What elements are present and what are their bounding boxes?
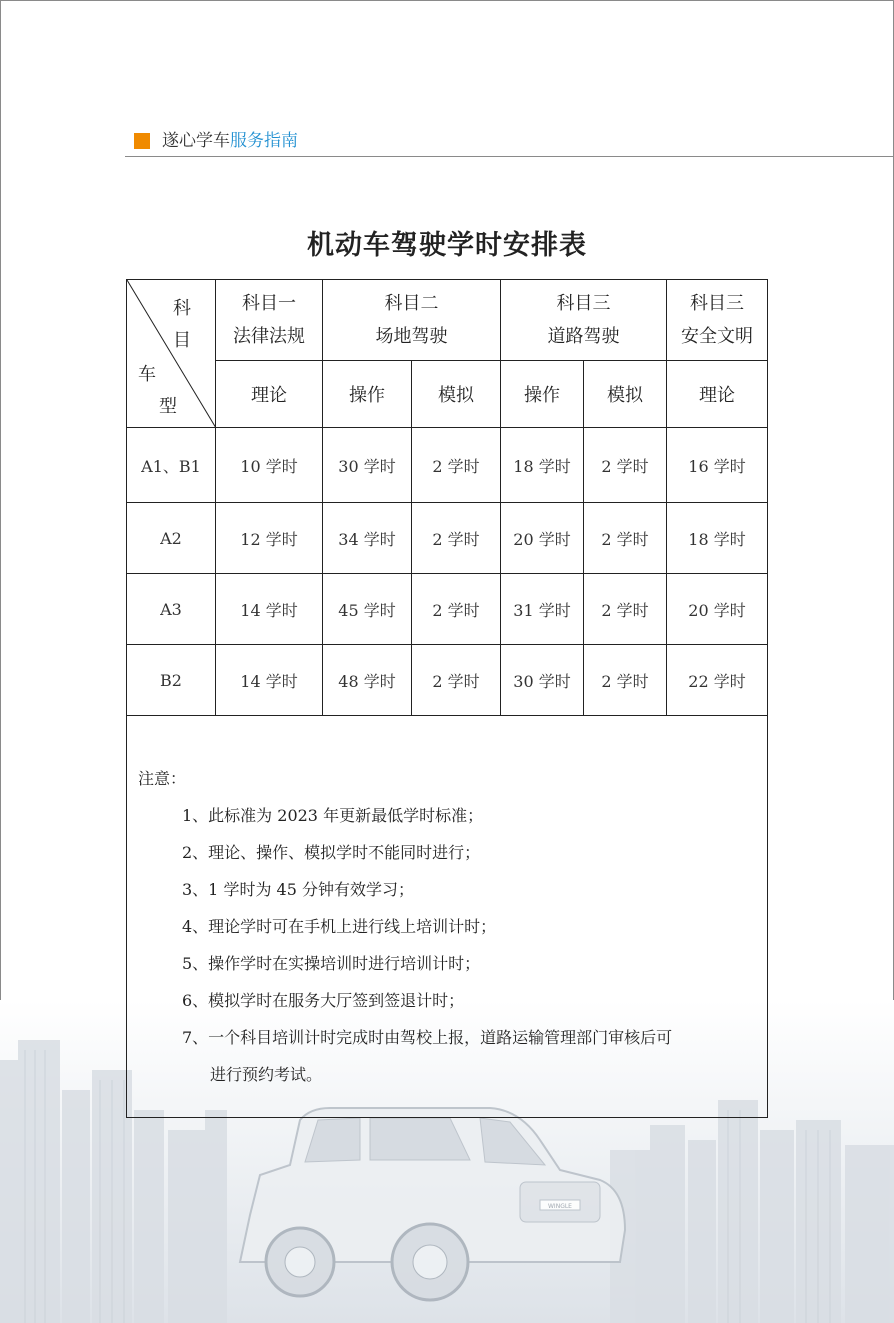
note-item: 5、操作学时在实操培训时进行培训计时； bbox=[182, 954, 481, 973]
table-row bbox=[127, 428, 768, 503]
hours-cell: 14 学时 bbox=[216, 574, 323, 645]
notes-cell bbox=[127, 716, 768, 1118]
subject-4-desc: 安全文明 bbox=[681, 326, 753, 347]
vehicle-type: A2 bbox=[127, 503, 216, 574]
subject-3-name: 科目三 bbox=[556, 293, 611, 314]
hours-cell: 18 学时 bbox=[501, 428, 584, 503]
sub-header: 模拟 bbox=[584, 361, 667, 428]
subject-header-1 bbox=[216, 280, 323, 361]
schedule-table bbox=[126, 279, 768, 1118]
header-brand-blue: 服务指南 bbox=[230, 131, 298, 151]
sub-header: 模拟 bbox=[412, 361, 501, 428]
sub-header: 理论 bbox=[216, 361, 323, 428]
hours-cell: 45 学时 bbox=[323, 574, 412, 645]
subject-4-name: 科目三 bbox=[690, 293, 744, 314]
subject-header-4 bbox=[667, 280, 768, 361]
corner-top-char-1: 科 bbox=[173, 298, 191, 319]
hours-cell: 10 学时 bbox=[216, 428, 323, 503]
hours-cell: 2 学时 bbox=[584, 428, 667, 503]
vehicle-type: A1、B1 bbox=[127, 428, 216, 503]
table-row bbox=[127, 645, 768, 716]
corner-header-cell bbox=[127, 280, 216, 428]
hours-cell: 14 学时 bbox=[216, 645, 323, 716]
corner-bottom-char-1: 车 bbox=[138, 364, 156, 385]
note-item: 2、理论、操作、模拟学时不能同时进行； bbox=[182, 843, 481, 862]
notes-heading: 注意： bbox=[138, 769, 187, 788]
note-item: 1、此标准为 2023 年更新最低学时标准； bbox=[182, 806, 484, 825]
hours-cell: 20 学时 bbox=[667, 574, 768, 645]
sub-header: 操作 bbox=[501, 361, 584, 428]
hours-cell: 2 学时 bbox=[412, 645, 501, 716]
notes-block bbox=[127, 716, 767, 1093]
corner-bottom-char-2: 型 bbox=[159, 396, 177, 417]
hours-cell: 2 学时 bbox=[584, 574, 667, 645]
note-item: 3、1 学时为 45 分钟有效学习； bbox=[182, 880, 414, 899]
note-item: 6、模拟学时在服务大厅签到签退计时； bbox=[182, 991, 465, 1010]
subject-header-2 bbox=[323, 280, 501, 361]
subject-2-name: 科目二 bbox=[384, 293, 439, 314]
note-item: 4、理论学时可在手机上进行线上培训计时； bbox=[182, 917, 497, 936]
subject-header-3 bbox=[501, 280, 667, 361]
header-brand bbox=[162, 130, 298, 152]
subject-1-name: 科目一 bbox=[242, 293, 296, 314]
header-rule bbox=[125, 156, 894, 157]
hours-cell: 2 学时 bbox=[584, 645, 667, 716]
hours-cell: 2 学时 bbox=[412, 574, 501, 645]
hours-cell: 12 学时 bbox=[216, 503, 323, 574]
hours-cell: 48 学时 bbox=[323, 645, 412, 716]
hours-cell: 2 学时 bbox=[412, 428, 501, 503]
hours-cell: 34 学时 bbox=[323, 503, 412, 574]
hours-cell: 16 学时 bbox=[667, 428, 768, 503]
sub-header: 理论 bbox=[667, 361, 768, 428]
note-item: 7、一个科目培训计时完成时由驾校上报，道路运输管理部门审核后可 bbox=[182, 1028, 673, 1047]
corner-top-char-2: 目 bbox=[173, 330, 191, 351]
hours-cell: 31 学时 bbox=[501, 574, 584, 645]
sub-header: 操作 bbox=[323, 361, 412, 428]
hours-cell: 2 学时 bbox=[412, 503, 501, 574]
hours-cell: 20 学时 bbox=[501, 503, 584, 574]
vehicle-type: B2 bbox=[127, 645, 216, 716]
hours-cell: 2 学时 bbox=[584, 503, 667, 574]
hours-cell: 18 学时 bbox=[667, 503, 768, 574]
page-title: 机动车驾驶学时安排表 bbox=[307, 230, 587, 261]
note-item-continuation: 进行预约考试。 bbox=[210, 1065, 323, 1084]
vehicle-badge: WINGLE bbox=[548, 1203, 572, 1210]
hours-cell: 30 学时 bbox=[323, 428, 412, 503]
hours-cell: 22 学时 bbox=[667, 645, 768, 716]
hours-cell: 30 学时 bbox=[501, 645, 584, 716]
vehicle-type: A3 bbox=[127, 574, 216, 645]
subject-1-desc: 法律法规 bbox=[233, 326, 305, 347]
header-brand-dark: 遂心学车 bbox=[162, 131, 230, 151]
table-row bbox=[127, 574, 768, 645]
subject-3-desc: 道路驾驶 bbox=[547, 326, 620, 347]
table-row bbox=[127, 503, 768, 574]
subject-2-desc: 场地驾驶 bbox=[375, 326, 448, 347]
header-orange-square bbox=[134, 133, 150, 149]
